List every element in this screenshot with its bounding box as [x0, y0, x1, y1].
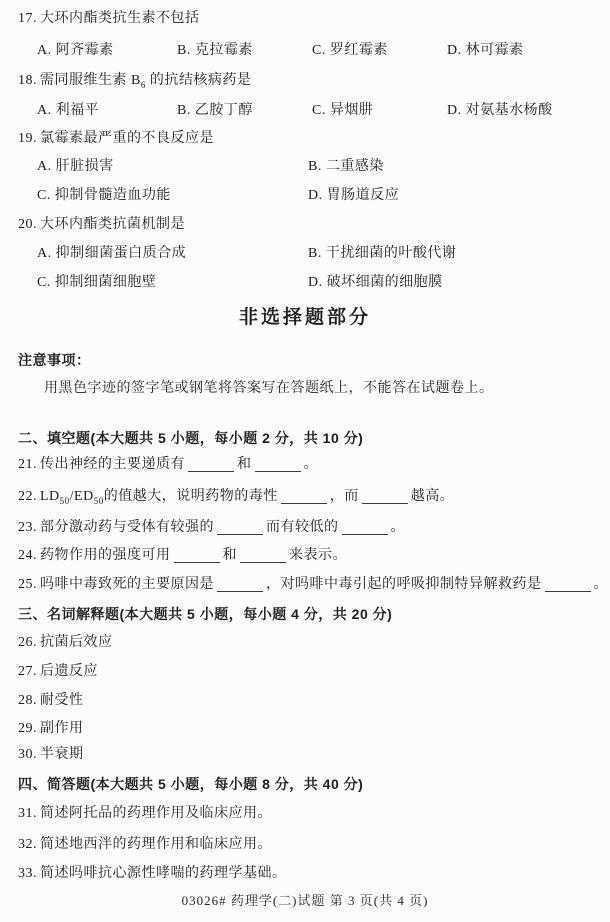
question-17-number: 17.	[18, 11, 37, 26]
question-26-number: 26.	[18, 635, 37, 650]
question-31-number: 31.	[18, 806, 37, 821]
fill-blank	[174, 548, 220, 563]
option-20-b: B. 干扰细菌的叶酸代谢	[308, 246, 457, 261]
question-28-text: 耐受性	[40, 693, 84, 708]
question-25-number: 25.	[18, 577, 37, 592]
question-23	[18, 520, 405, 536]
question-32-text: 简述地西泮的药理作用和临床应用。	[40, 837, 272, 852]
section-short-answer-heading: 四、简答题(本大题共 5 小题，每小题 8 分，共 40 分)	[18, 776, 364, 792]
question-32-number: 32.	[18, 837, 37, 852]
option-19-a: A. 肝脏损害	[37, 159, 114, 174]
question-29-text: 副作用	[40, 721, 84, 736]
option-18-b: B. 乙胺丁醇	[177, 103, 253, 118]
question-27	[18, 664, 98, 680]
question-19-stem: 氯霉素最严重的不良反应是	[40, 131, 214, 146]
question-20	[18, 217, 185, 233]
question-22	[18, 489, 454, 505]
option-20-d: D. 破坏细菌的细胞膜	[308, 275, 443, 290]
question-30	[18, 747, 84, 763]
fill-blank	[342, 520, 388, 535]
question-22-text: $LD_{50}/ED_{50}$的值越大，说明药物的毒性 ，而 越高。	[40, 489, 455, 506]
fill-blank	[281, 489, 327, 504]
question-19-number: 19.	[18, 131, 37, 146]
fill-blank	[255, 457, 301, 472]
question-26	[18, 635, 113, 651]
question-24-number: 24.	[18, 548, 37, 563]
question-30-text: 半衰期	[40, 747, 84, 762]
option-17-a: A. 阿齐霉素	[37, 43, 114, 58]
question-33-text: 简述吗啡抗心源性哮喘的药理学基础。	[40, 866, 287, 881]
question-24-text: 药物作用的强度可用 和 来表示。	[40, 548, 347, 563]
question-28-number: 28.	[18, 693, 37, 708]
question-19	[18, 131, 214, 147]
question-23-number: 23.	[18, 520, 37, 535]
fill-blank	[188, 457, 234, 472]
option-19-b: B. 二重感染	[308, 159, 384, 174]
option-19-d: D. 胃肠道反应	[308, 188, 400, 203]
question-17-stem: 大环内酯类抗生素不包括	[40, 11, 200, 26]
fill-blank	[362, 489, 408, 504]
question-29-number: 29.	[18, 721, 37, 736]
question-20-number: 20.	[18, 217, 37, 232]
question-30-number: 30.	[18, 747, 37, 762]
question-33	[18, 866, 287, 882]
question-23-text: 部分激动药与受体有较强的 而有较低的 。	[40, 520, 405, 535]
question-24	[18, 548, 347, 564]
page-footer: 03026# 药理学(二)试题 第 3 页(共 4 页)	[181, 893, 429, 908]
option-20-a: A. 抑制细菌蛋白质合成	[37, 246, 187, 261]
question-22-number: 22.	[18, 489, 37, 504]
question-17	[18, 11, 200, 27]
option-18-d: D. 对氨基水杨酸	[447, 103, 553, 118]
fill-blank	[217, 577, 263, 592]
question-26-text: 抗菌后效应	[40, 635, 113, 650]
question-21	[18, 457, 318, 473]
section-title: 非选择题部分	[238, 307, 371, 328]
question-29	[18, 721, 84, 737]
question-18-stem: 需同服维生素 $B_6$ 的抗结核病药是	[40, 73, 252, 90]
question-25-text: 吗啡中毒致死的主要原因是 ，对吗啡中毒引起的呼吸抑制特异解救药是 。	[40, 577, 608, 592]
question-31	[18, 806, 272, 822]
notice-heading: 注意事项：	[18, 352, 91, 368]
section-definitions-heading: 三、名词解释题(本大题共 5 小题，每小题 4 分，共 20 分)	[18, 606, 393, 622]
section-fill-in-heading: 二、填空题(本大题共 5 小题，每小题 2 分，共 10 分)	[18, 430, 364, 446]
question-27-text: 后遗反应	[40, 664, 98, 679]
option-18-a: A. 利福平	[37, 103, 100, 118]
question-31-text: 简述阿托品的药理作用及临床应用。	[40, 806, 272, 821]
option-18-c: C. 异烟肼	[312, 103, 374, 118]
question-18	[18, 73, 251, 89]
question-28	[18, 693, 84, 709]
question-27-number: 27.	[18, 664, 37, 679]
fill-blank	[217, 520, 263, 535]
question-25	[18, 577, 608, 593]
option-17-b: B. 克拉霉素	[177, 43, 253, 58]
fill-blank	[545, 577, 591, 592]
option-17-d: D. 林可霉素	[447, 43, 524, 58]
fill-blank	[240, 548, 286, 563]
option-17-c: C. 罗红霉素	[312, 43, 388, 58]
option-19-c: C. 抑制骨髓造血功能	[37, 188, 171, 203]
question-33-number: 33.	[18, 866, 37, 881]
question-20-stem: 大环内酯类抗菌机制是	[40, 217, 185, 232]
notice-body: 用黑色字迹的签字笔或钢笔将答案写在答题纸上，不能答在试题卷上。	[44, 381, 494, 396]
option-20-c: C. 抑制细菌细胞壁	[37, 275, 157, 290]
question-18-number: 18.	[18, 73, 37, 88]
question-21-text: 传出神经的主要递质有 和 。	[40, 457, 318, 472]
question-32	[18, 837, 272, 853]
question-21-number: 21.	[18, 457, 37, 472]
